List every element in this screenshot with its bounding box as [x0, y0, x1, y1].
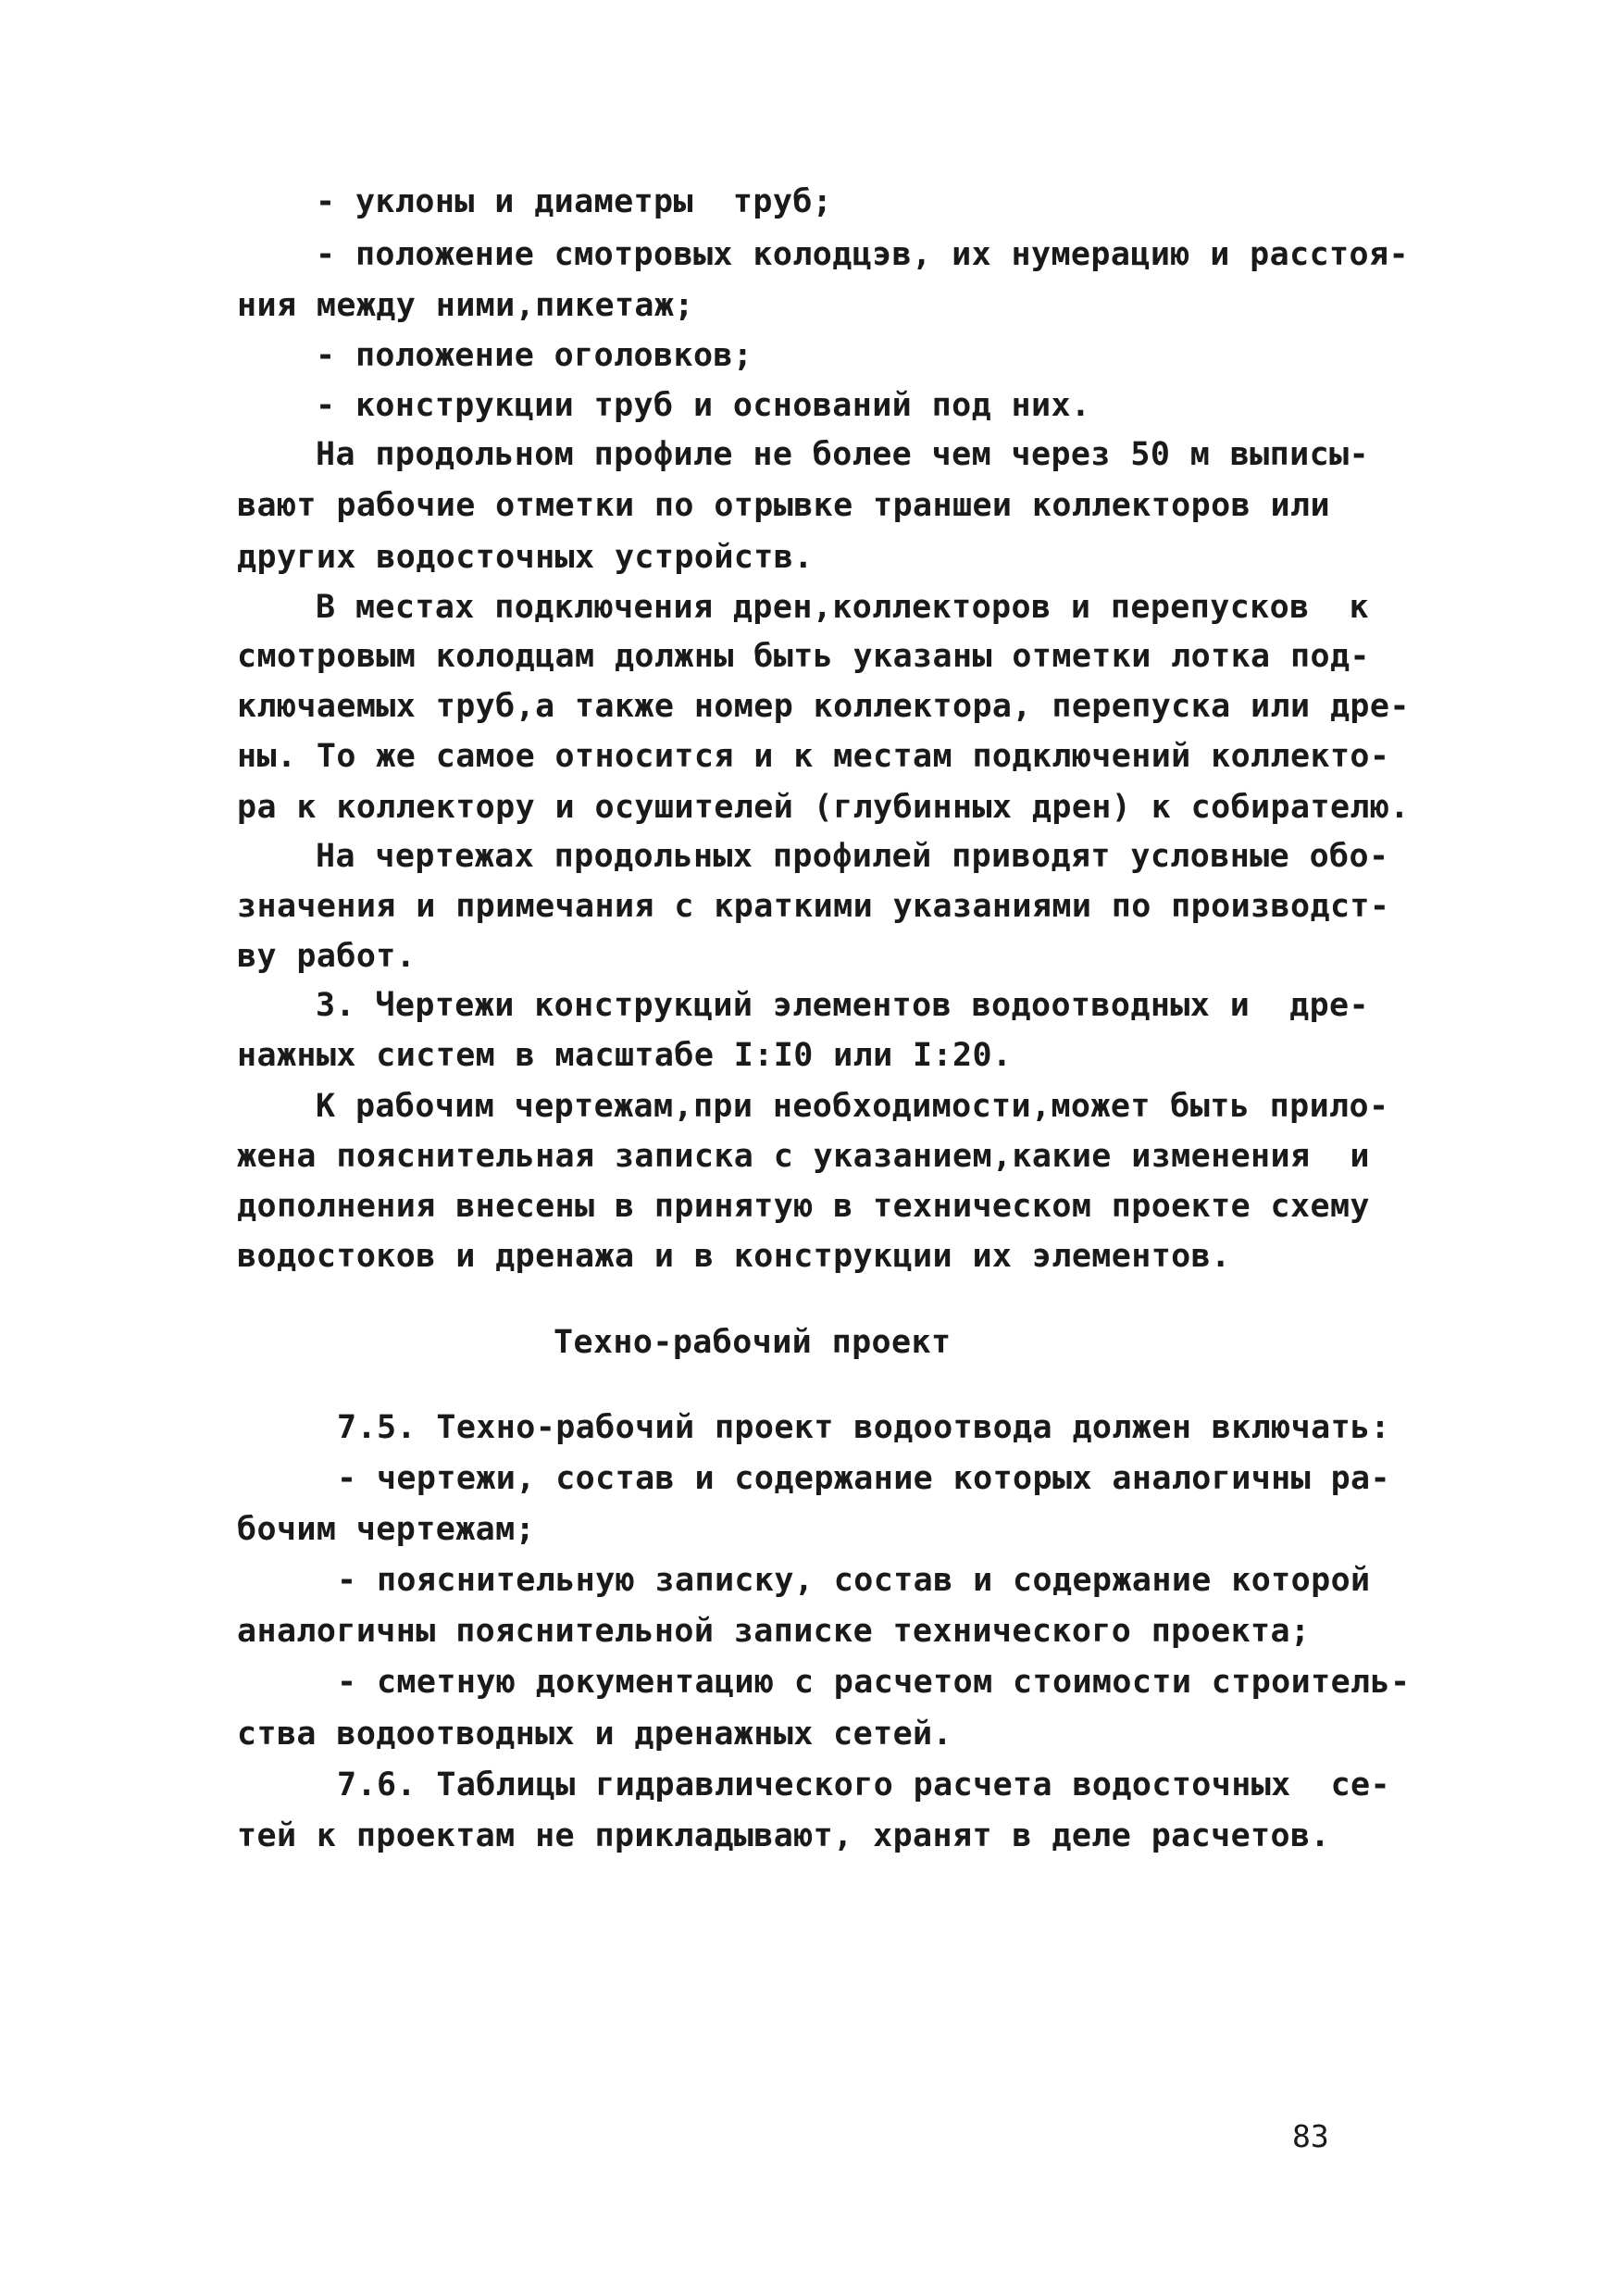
text-line: ния между ними,пикетаж;: [237, 287, 694, 324]
text-line: значения и примечания с краткими указаниями по производст-: [237, 888, 1390, 925]
text-line: вают рабочие отметки по отрывке траншеи коллекторов или: [237, 487, 1330, 524]
text-line: ны. То же самое относится и к местам подключений коллекто-: [237, 738, 1390, 775]
text-line: На продольном профиле не более чем через 50 м выписы-: [316, 436, 1370, 473]
text-line: - конструкции труб и оснований под них.: [316, 387, 1091, 424]
text-line: ключаемых труб,а также номер коллектора, перепуска или дре-: [237, 688, 1410, 725]
text-line: смотровым колодцам должны быть указаны отметки лотка под-: [237, 638, 1370, 675]
text-line: На чертежах продольных профилей приводят условные обо-: [316, 838, 1389, 875]
text-line: - пояснительную записку, состав и содержание которой: [337, 1562, 1371, 1599]
text-line: - чертежи, состав и содержание которых аналогичны ра-: [337, 1460, 1391, 1497]
text-line: К рабочим чертежам,при необходимости,может быть прило-: [316, 1088, 1389, 1125]
section-heading: Техно-рабочий проект: [554, 1324, 952, 1361]
text-line: - уклоны и диаметры труб;: [316, 183, 833, 220]
text-line: - положение смотровых колодцэв, их нумерацию и расстоя-: [316, 236, 1409, 273]
text-line: водостоков и дренажа и в конструкции их элементов.: [237, 1238, 1231, 1275]
text-line: - сметную документацию с расчетом стоимости строитель-: [337, 1664, 1411, 1701]
text-line: - положение оголовков;: [316, 337, 753, 374]
text-line: других водосточных устройств.: [237, 539, 814, 576]
text-line: В местах подключения дрен,коллекторов и перепусков к: [316, 589, 1370, 626]
text-line: жена пояснительная записка с указанием,какие изменения и: [237, 1138, 1370, 1175]
text-line: тей к проектам не прикладывают, хранят в деле расчетов.: [237, 1817, 1330, 1854]
text-line: бочим чертежам;: [237, 1511, 536, 1548]
text-line: дополнения внесены в принятую в техническом проекте схему: [237, 1188, 1370, 1225]
text-line: ву работ.: [237, 938, 417, 975]
text-line: 3. Чертежи конструкций элементов водоотводных и дре-: [316, 987, 1370, 1024]
text-line: ства водоотводных и дренажных сетей.: [237, 1716, 952, 1753]
text-line: аналогичны пояснительной записке технического проекта;: [237, 1613, 1311, 1650]
page-number: 83: [1292, 2118, 1329, 2154]
text-line: 7.5. Техно-рабочий проект водоотвода должен включать:: [337, 1409, 1391, 1446]
text-line: 7.6. Таблицы гидравлического расчета водосточных се-: [337, 1766, 1391, 1803]
text-line: ра к коллектору и осушителей (глубинных дрен) к собирателю.: [237, 789, 1410, 826]
text-line: нажных систем в масштабе I:I0 или I:20.: [237, 1037, 1013, 1074]
